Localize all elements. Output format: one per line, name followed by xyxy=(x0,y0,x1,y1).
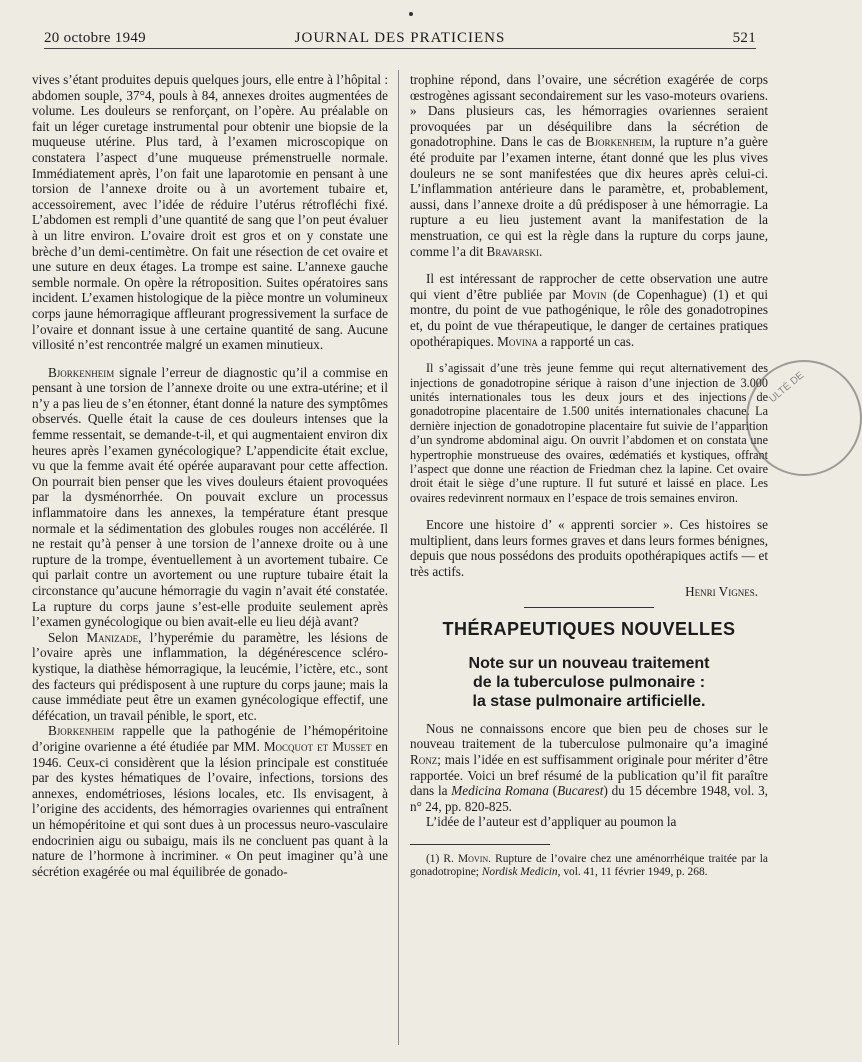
section-rule xyxy=(524,607,654,608)
author-name: Bravarski xyxy=(486,243,540,259)
footnote-text: , vol. 41, 11 février 1949, p. 268. xyxy=(557,866,708,879)
right-column xyxy=(410,72,768,880)
paragraph-text: ) du 15 décembre 1948, vol. 3, n° 24, pp. 820-825. xyxy=(410,783,768,814)
paragraph: Encore une histoire d’ « apprenti sorcier ». Ces histoires se multiplient, dans leurs formes graves et dans leurs formes bénignes, depuis que nous possédons des produits opothérapiques actifs — et très actifs. xyxy=(410,517,768,579)
paragraph-text: trophine répond, dans l’ovaire, une sécrétion exagérée de corps œstrogènes agissant secondairement sur les vaso-moteurs ovariens. » Dans plusieurs cas, les hémorragies ovariennes seraient provoquées par un déséquilibre dans la sécrétion de gonadotrophine. Dans le cas de xyxy=(410,72,768,150)
city-name: Bucarest xyxy=(557,783,604,799)
article-title-line: de la tuberculose pulmonaire : xyxy=(472,673,706,691)
author-name: Bjorkenheim xyxy=(585,134,652,150)
paragraph xyxy=(410,721,768,815)
footnote-text: (1) R. xyxy=(426,852,459,865)
footnote-rule xyxy=(410,844,550,845)
left-column xyxy=(32,72,388,879)
author-name: Bjorkenheim xyxy=(48,364,115,380)
paragraph-text: , la rupture n’a guère été produite par l’examen interne, étant donné que les plus vives douleurs ne se sont manifestées que dix heures après celui-ci. L’inflammation antérieure dans le paramètre, et, probablement, aussi, dans l’annexe droite a dû prédisposer à une hémorragie. La rupture a eu lieu justement avant la manifestation de la menstruation, ce qui est la règle dans la rupture du corps jaune, comme l’a dit xyxy=(410,134,768,259)
author-name: Bjorkenheim xyxy=(48,723,115,739)
library-stamp: ULTÉ DE xyxy=(746,360,862,476)
paragraph-text: . xyxy=(539,243,543,259)
column-divider xyxy=(398,70,399,1045)
paragraph-text: (de Copenhague) (1) et qui montre, du point de vue pathogénique, le rôle des gonadotropines et, du point de vue thérapeutique, le danger de certaines pratiques opothérapiques. xyxy=(410,286,768,349)
article-title xyxy=(410,654,768,711)
paragraph-text: ; mais l’idée en est suffisamment originale pour mériter d’être rapportée. Voici un bref résumé de la publication qu’il fit paraître dans la xyxy=(410,751,768,799)
paragraph-text: en 1946. Ceux-ci considèrent que la lésion principale est constituée par des kystes hématiques de l’ovaire, infections, torsions des annexes, endométrioses, lésions locales, etc. Ils envisagent, à l’origine des accidents, des hémorragies ovariennes qui entraînent un hémopéritoine et qui sont dues à un processus neuro-vasculaire endocrinien aigu ou subaigu, mais ils ne concluent pas quant à la nature de l’hormone à incriminer. « On peut imaginer qu’à une sécrétion exagérée ou mal équilibrée de gonado- xyxy=(32,738,389,879)
paragraph xyxy=(32,723,388,879)
paragraph-text: signale l’erreur de diagnostic qu’il a commise en pensant à une torsion de l’annexe droite ou une extra-utérine; et il n’y a pas lieu de s’en étonner, étant donné la nature des symptômes observés. Quelle était la cause de ces douleurs intenses que la femme ressentait, se demande-t-il, et qui augmentaient environ dix heures après l’examen gynécologique? L’appendicite était exclue, vu que la femme avait été opérée auparavant pour cette affection. On pourrait bien penser que les vives douleurs étaient provoquées par la dysménorrhée. On pouvait exclure un processus inflammatoire dans les annexes, la température étant presque normale et la sédimentation des globules rouges non accélérée. Il ne restait qu’à penser à une torsion de l’annexe droite ou à une rupture de la trompe, éventuellement à un avortement tubaire. Ce qui parlait contre un avortement ou une rupture tubaire était la circonstance qu’aucune hémorragie du vagin n’avait été constatée. La rupture du corps jaune s’est-elle produite seulement après l’examen gynécologique ou bien avait-elle eu lieu déjà avant? xyxy=(32,364,388,630)
journal-name: Medicina Romana xyxy=(451,783,549,799)
issue-date: 20 octobre 1949 xyxy=(44,30,146,46)
paragraph: vives s’étant produites depuis quelques jours, elle entre à l’hôpital : abdomen souple, 37°4, pouls à 84, annexes droites augmentées de volume. Les douleurs se renforçant, on l’opère. Au préalable on fait un léger curetage instrumental pour obtenir une biopsie de la muqueuse utérine. Plus tard, à l’examen microscopique on constatera l’aspect d’une muqueuse prémenstruelle normale. Immédiatement après, l’on fait une laparotomie en pensant à une torsion de l’annexe droite ou à un avortement tubaire et, accessoirement, avec l’idée de réduire l’utérus rétrofléchi fixé. L’abdomen est rempli d’une quantité de sang que l’on peut évaluer à un litre environ. L’ovaire droit est gros et on y constate une brèche d’un demi-centimètre. On fait une résection de cet ovaire et une suture en deux étages. La trompe est saine. L’annexe gauche semble normale. On opère la rétroposition. Suites opératoires sans incident. L’examen histologique de la pièce montre un volumineux corps jaune hémorragique affleurant progressivement la surface de l’ovaire et donnant issue à une certaine quantité de sang. Aucune villosité n’est rencontrée malgré un examen minutieux. xyxy=(32,72,388,353)
paragraph-text: Nous ne connaissons encore que bien peu de choses sur le nouveau traitement de la tuberculose pulmonaire qu’a imaginé xyxy=(410,720,768,752)
author-name: Movin xyxy=(572,286,607,302)
article-title-line: la stase pulmonaire artificielle. xyxy=(472,692,706,710)
running-header xyxy=(0,22,800,44)
footnote xyxy=(410,853,768,880)
paragraph-text: Il est intéressant de rapprocher de cette observation une autre qui vient d’être publiée par xyxy=(410,271,768,302)
paragraph: L’idée de l’auteur est d’appliquer au poumon la xyxy=(426,814,677,830)
article-title-line: Note sur un nouveau traitement xyxy=(468,654,710,672)
paragraph xyxy=(32,365,388,630)
journal-name: Nordisk Medicin xyxy=(481,866,558,879)
paragraph-text: a rapporté un cas. xyxy=(537,333,635,349)
paragraph-text: Selon xyxy=(48,629,87,645)
page-number: 521 xyxy=(732,30,756,46)
author-name: Manizade xyxy=(86,629,139,645)
header-rule xyxy=(44,48,756,49)
paragraph-text: ( xyxy=(548,783,558,799)
paragraph-text: rappelle que la pathogénie de l’hémopéritoine d’origine ovarienne a été étudiée par MM. xyxy=(32,723,388,754)
footnote-text: . Rupture de l’ovaire chez une aménorrhéique traitée par la gonadotropine; xyxy=(410,852,768,879)
case-report: Il s’agissait d’une très jeune femme qui reçut alternativement des injections de gonadotropine sérique à raison d’une injection de 3.000 unités internationales tous les deux jours et des injections de gonadotropine placentaire de 1.500 unités internationales chacune. La dernière injection de gonadotropine placentaire fut suivie de l’apparition d’un syndrome abdominal aigu. On ouvrit l’abdomen et on constata une hypertrophie monstrueuse des ovaires, œdématiés et kystiques, offrant l’aspect que donne une réaction de Friedman chez la lapine. Cet ovaire droit était le siège d’une rupture. Il fut suturé et laissé en place. Les ovaires redevinrent normaux en l’espace de trois semaines environ. xyxy=(410,361,768,505)
section-title: THÉRAPEUTIQUES NOUVELLES xyxy=(442,619,736,640)
signature: Henri Vignes. xyxy=(685,583,758,599)
author-name: Ronz xyxy=(410,751,438,767)
author-name: Movin xyxy=(458,852,489,865)
paragraph xyxy=(410,72,768,259)
journal-title: JOURNAL DES PRATICIENS xyxy=(294,30,506,46)
ink-dot xyxy=(409,12,413,16)
paragraph xyxy=(32,630,388,724)
paragraph xyxy=(410,271,768,349)
paragraph-text: , l’hyperémie du paramètre, les lésions de l’ovaire après une inflammation, la dégénérescence scléro-kystique, la diathèse hémorragique, la leucémie, l’ictère, etc., sont des facteurs qui prédisposent à une rupture du corps jaune; mais la cause immédiate peut être un examen gynécologique effectif, une défécation, un travail pénible, le sport, etc. xyxy=(32,629,388,723)
author-name: Movina xyxy=(497,333,538,349)
author-names: Mocquot et Musset xyxy=(263,738,372,754)
